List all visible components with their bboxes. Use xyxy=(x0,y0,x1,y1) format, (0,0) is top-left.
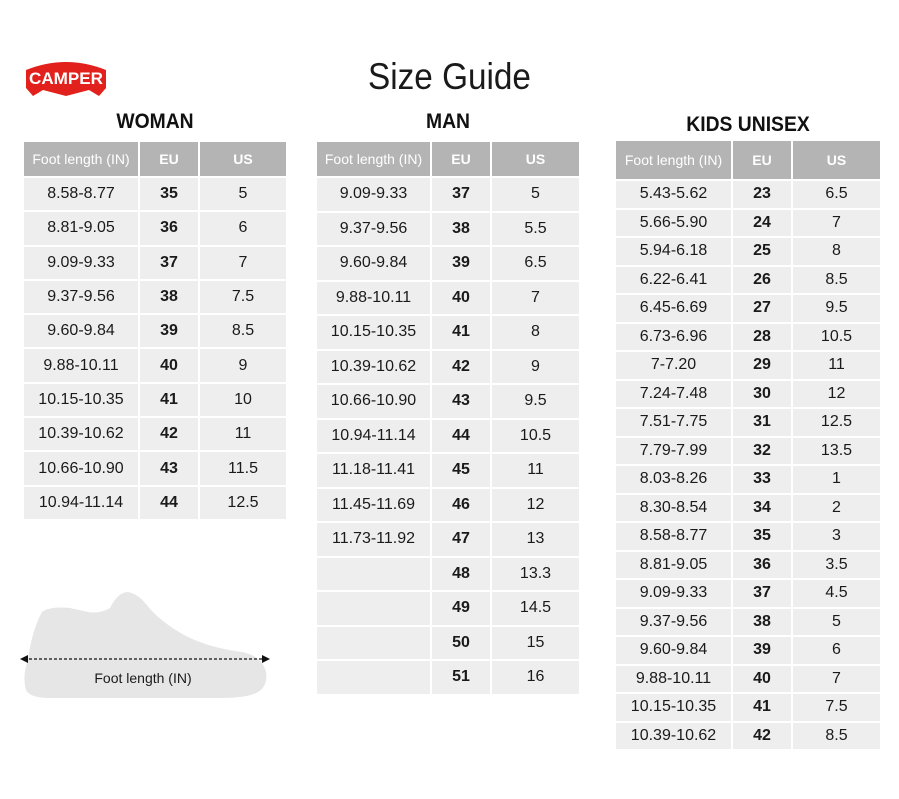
us-cell: 1 xyxy=(793,466,880,495)
eu-cell: 24 xyxy=(733,210,793,239)
us-cell: 14.5 xyxy=(492,592,579,627)
us-cell: 16 xyxy=(492,661,579,696)
table-row xyxy=(317,558,579,593)
us-cell: 13 xyxy=(492,523,579,558)
foot-length-cell: 11.45-11.69 xyxy=(317,489,432,524)
foot-length-cell xyxy=(317,558,432,593)
eu-cell: 36 xyxy=(733,552,793,581)
us-cell: 13.5 xyxy=(793,438,880,467)
eu-cell: 42 xyxy=(140,418,200,452)
eu-cell: 37 xyxy=(140,247,200,281)
us-cell: 10 xyxy=(200,384,286,418)
us-cell: 3.5 xyxy=(793,552,880,581)
us-cell: 8.5 xyxy=(793,723,880,752)
foot-length-cell: 10.66-10.90 xyxy=(317,385,432,420)
us-cell: 11.5 xyxy=(200,452,286,486)
eu-cell: 38 xyxy=(432,213,492,248)
foot-length-cell: 9.88-10.11 xyxy=(616,666,733,695)
foot-length-cell: 10.15-10.35 xyxy=(616,694,733,723)
man-size-table xyxy=(317,142,579,696)
table-row xyxy=(317,661,579,696)
us-cell: 7 xyxy=(492,282,579,317)
foot-length-cell: 9.37-9.56 xyxy=(317,213,432,248)
table-row xyxy=(616,523,880,552)
table-row xyxy=(317,351,579,386)
logo-text: CAMPER xyxy=(29,69,103,88)
table-row xyxy=(24,281,286,315)
eu-cell: 27 xyxy=(733,295,793,324)
eu-cell: 46 xyxy=(432,489,492,524)
us-cell: 9 xyxy=(200,349,286,383)
eu-cell: 41 xyxy=(140,384,200,418)
foot-length-cell: 10.39-10.62 xyxy=(616,723,733,752)
eu-cell: 44 xyxy=(432,420,492,455)
table-row xyxy=(616,438,880,467)
eu-cell: 30 xyxy=(733,381,793,410)
eu-cell: 40 xyxy=(432,282,492,317)
foot-length-header: Foot length (IN) xyxy=(24,142,140,178)
table-row xyxy=(24,487,286,521)
table-row xyxy=(317,420,579,455)
foot-length-cell: 7-7.20 xyxy=(616,352,733,381)
us-cell: 12 xyxy=(492,489,579,524)
us-cell: 15 xyxy=(492,627,579,662)
us-cell: 7 xyxy=(793,210,880,239)
us-cell: 5 xyxy=(793,609,880,638)
us-cell: 10.5 xyxy=(793,324,880,353)
foot-length-cell: 11.18-11.41 xyxy=(317,454,432,489)
table-row xyxy=(317,489,579,524)
table-row xyxy=(24,315,286,349)
table-row xyxy=(616,295,880,324)
us-cell: 11 xyxy=(200,418,286,452)
table-row xyxy=(616,495,880,524)
table-row xyxy=(616,238,880,267)
eu-cell: 43 xyxy=(140,452,200,486)
foot-length-cell: 9.37-9.56 xyxy=(24,281,140,315)
table-row xyxy=(317,592,579,627)
eu-cell: 41 xyxy=(733,694,793,723)
kids-section-title: KIDS UNISEX xyxy=(686,113,810,136)
eu-cell: 35 xyxy=(733,523,793,552)
eu-cell: 39 xyxy=(432,247,492,282)
foot-length-cell: 5.66-5.90 xyxy=(616,210,733,239)
table-row xyxy=(616,637,880,666)
foot-length-cell: 7.24-7.48 xyxy=(616,381,733,410)
foot-length-cell: 6.22-6.41 xyxy=(616,267,733,296)
foot-length-cell: 9.60-9.84 xyxy=(317,247,432,282)
us-cell: 9 xyxy=(492,351,579,386)
us-cell: 11 xyxy=(492,454,579,489)
table-row xyxy=(616,694,880,723)
us-cell: 9.5 xyxy=(492,385,579,420)
foot-length-cell: 7.79-7.99 xyxy=(616,438,733,467)
eu-cell: 35 xyxy=(140,178,200,212)
table-row xyxy=(24,178,286,212)
table-row xyxy=(616,181,880,210)
foot-length-cell: 9.88-10.11 xyxy=(317,282,432,317)
foot-length-cell: 8.30-8.54 xyxy=(616,495,733,524)
foot-length-cell: 10.94-11.14 xyxy=(317,420,432,455)
foot-length-cell: 9.09-9.33 xyxy=(24,247,140,281)
eu-header: EU xyxy=(432,142,492,178)
foot-length-cell: 6.73-6.96 xyxy=(616,324,733,353)
kids-size-table xyxy=(616,141,880,751)
us-cell: 7 xyxy=(793,666,880,695)
eu-cell: 47 xyxy=(432,523,492,558)
table-header-row xyxy=(616,141,880,181)
foot-length-cell xyxy=(317,661,432,696)
eu-cell: 37 xyxy=(733,580,793,609)
us-cell: 8.5 xyxy=(200,315,286,349)
foot-length-cell: 9.60-9.84 xyxy=(24,315,140,349)
eu-cell: 29 xyxy=(733,352,793,381)
table-row xyxy=(616,381,880,410)
foot-length-cell: 10.94-11.14 xyxy=(24,487,140,521)
foot-length-cell: 11.73-11.92 xyxy=(317,523,432,558)
us-cell: 6 xyxy=(793,637,880,666)
foot-length-cell xyxy=(317,627,432,662)
eu-cell: 38 xyxy=(140,281,200,315)
us-cell: 2 xyxy=(793,495,880,524)
foot-length-cell: 6.45-6.69 xyxy=(616,295,733,324)
foot-length-cell: 10.15-10.35 xyxy=(317,316,432,351)
eu-cell: 42 xyxy=(733,723,793,752)
us-cell: 6.5 xyxy=(492,247,579,282)
foot-length-cell: 10.15-10.35 xyxy=(24,384,140,418)
us-cell: 12.5 xyxy=(793,409,880,438)
foot-length-cell: 9.88-10.11 xyxy=(24,349,140,383)
table-row xyxy=(24,349,286,383)
foot-length-cell: 5.43-5.62 xyxy=(616,181,733,210)
table-row xyxy=(616,723,880,752)
foot-length-cell: 9.09-9.33 xyxy=(616,580,733,609)
us-cell: 11 xyxy=(793,352,880,381)
foot-length-cell: 9.60-9.84 xyxy=(616,637,733,666)
eu-cell: 41 xyxy=(432,316,492,351)
us-cell: 8.5 xyxy=(793,267,880,296)
foot-length-header: Foot length (IN) xyxy=(616,141,733,181)
eu-cell: 39 xyxy=(733,637,793,666)
table-row xyxy=(317,627,579,662)
eu-cell: 48 xyxy=(432,558,492,593)
foot-length-cell: 10.39-10.62 xyxy=(24,418,140,452)
eu-cell: 40 xyxy=(733,666,793,695)
us-header: US xyxy=(492,142,579,178)
eu-cell: 49 xyxy=(432,592,492,627)
eu-cell: 33 xyxy=(733,466,793,495)
page-title: Size Guide xyxy=(368,56,531,97)
foot-length-header: Foot length (IN) xyxy=(317,142,432,178)
foot-length-cell: 5.94-6.18 xyxy=(616,238,733,267)
table-row xyxy=(317,385,579,420)
eu-cell: 44 xyxy=(140,487,200,521)
eu-cell: 37 xyxy=(432,178,492,213)
table-row xyxy=(24,384,286,418)
measurement-arrow-icon xyxy=(20,652,270,666)
table-row xyxy=(317,178,579,213)
us-cell: 8 xyxy=(492,316,579,351)
foot-length-cell: 8.81-9.05 xyxy=(24,212,140,246)
table-row xyxy=(317,523,579,558)
us-cell: 12.5 xyxy=(200,487,286,521)
us-cell: 10.5 xyxy=(492,420,579,455)
table-row xyxy=(317,454,579,489)
man-section-title: MAN xyxy=(425,110,470,133)
eu-header: EU xyxy=(733,141,793,181)
table-row xyxy=(24,452,286,486)
table-header-row xyxy=(317,142,579,178)
table-row xyxy=(24,418,286,452)
us-cell: 5 xyxy=(492,178,579,213)
table-row xyxy=(616,352,880,381)
foot-length-cell: 8.58-8.77 xyxy=(24,178,140,212)
table-row xyxy=(24,247,286,281)
table-row xyxy=(616,666,880,695)
woman-size-table xyxy=(24,142,286,521)
us-cell: 7.5 xyxy=(200,281,286,315)
foot-length-cell xyxy=(317,592,432,627)
us-cell: 5.5 xyxy=(492,213,579,248)
us-cell: 8 xyxy=(793,238,880,267)
eu-cell: 34 xyxy=(733,495,793,524)
foot-length-cell: 7.51-7.75 xyxy=(616,409,733,438)
us-cell: 3 xyxy=(793,523,880,552)
eu-cell: 38 xyxy=(733,609,793,638)
foot-length-cell: 8.03-8.26 xyxy=(616,466,733,495)
table-row xyxy=(616,466,880,495)
table-row xyxy=(616,580,880,609)
eu-cell: 26 xyxy=(733,267,793,296)
eu-cell: 23 xyxy=(733,181,793,210)
table-row xyxy=(317,247,579,282)
us-cell: 9.5 xyxy=(793,295,880,324)
eu-cell: 51 xyxy=(432,661,492,696)
us-cell: 7 xyxy=(200,247,286,281)
us-cell: 12 xyxy=(793,381,880,410)
table-row xyxy=(317,316,579,351)
eu-cell: 40 xyxy=(140,349,200,383)
table-row xyxy=(616,409,880,438)
eu-cell: 25 xyxy=(733,238,793,267)
table-row xyxy=(616,267,880,296)
foot-length-cell: 9.09-9.33 xyxy=(317,178,432,213)
foot-length-cell: 8.81-9.05 xyxy=(616,552,733,581)
eu-cell: 36 xyxy=(140,212,200,246)
foot-length-cell: 10.66-10.90 xyxy=(24,452,140,486)
eu-cell: 31 xyxy=(733,409,793,438)
eu-cell: 32 xyxy=(733,438,793,467)
foot-length-cell: 8.58-8.77 xyxy=(616,523,733,552)
us-cell: 6.5 xyxy=(793,181,880,210)
us-header: US xyxy=(200,142,286,178)
woman-section-title: WOMAN xyxy=(116,110,194,133)
table-row xyxy=(317,213,579,248)
foot-length-label: Foot length (IN) xyxy=(94,670,192,686)
us-cell: 5 xyxy=(200,178,286,212)
eu-header: EU xyxy=(140,142,200,178)
table-row xyxy=(616,210,880,239)
us-cell: 7.5 xyxy=(793,694,880,723)
us-cell: 4.5 xyxy=(793,580,880,609)
table-row xyxy=(24,212,286,246)
eu-cell: 39 xyxy=(140,315,200,349)
us-cell: 6 xyxy=(200,212,286,246)
us-cell: 13.3 xyxy=(492,558,579,593)
table-row xyxy=(616,609,880,638)
table-header-row xyxy=(24,142,286,178)
eu-cell: 50 xyxy=(432,627,492,662)
foot-length-cell: 9.37-9.56 xyxy=(616,609,733,638)
table-row xyxy=(616,552,880,581)
table-row xyxy=(317,282,579,317)
eu-cell: 45 xyxy=(432,454,492,489)
eu-cell: 42 xyxy=(432,351,492,386)
foot-length-cell: 10.39-10.62 xyxy=(317,351,432,386)
table-row xyxy=(616,324,880,353)
eu-cell: 28 xyxy=(733,324,793,353)
us-header: US xyxy=(793,141,880,181)
eu-cell: 43 xyxy=(432,385,492,420)
